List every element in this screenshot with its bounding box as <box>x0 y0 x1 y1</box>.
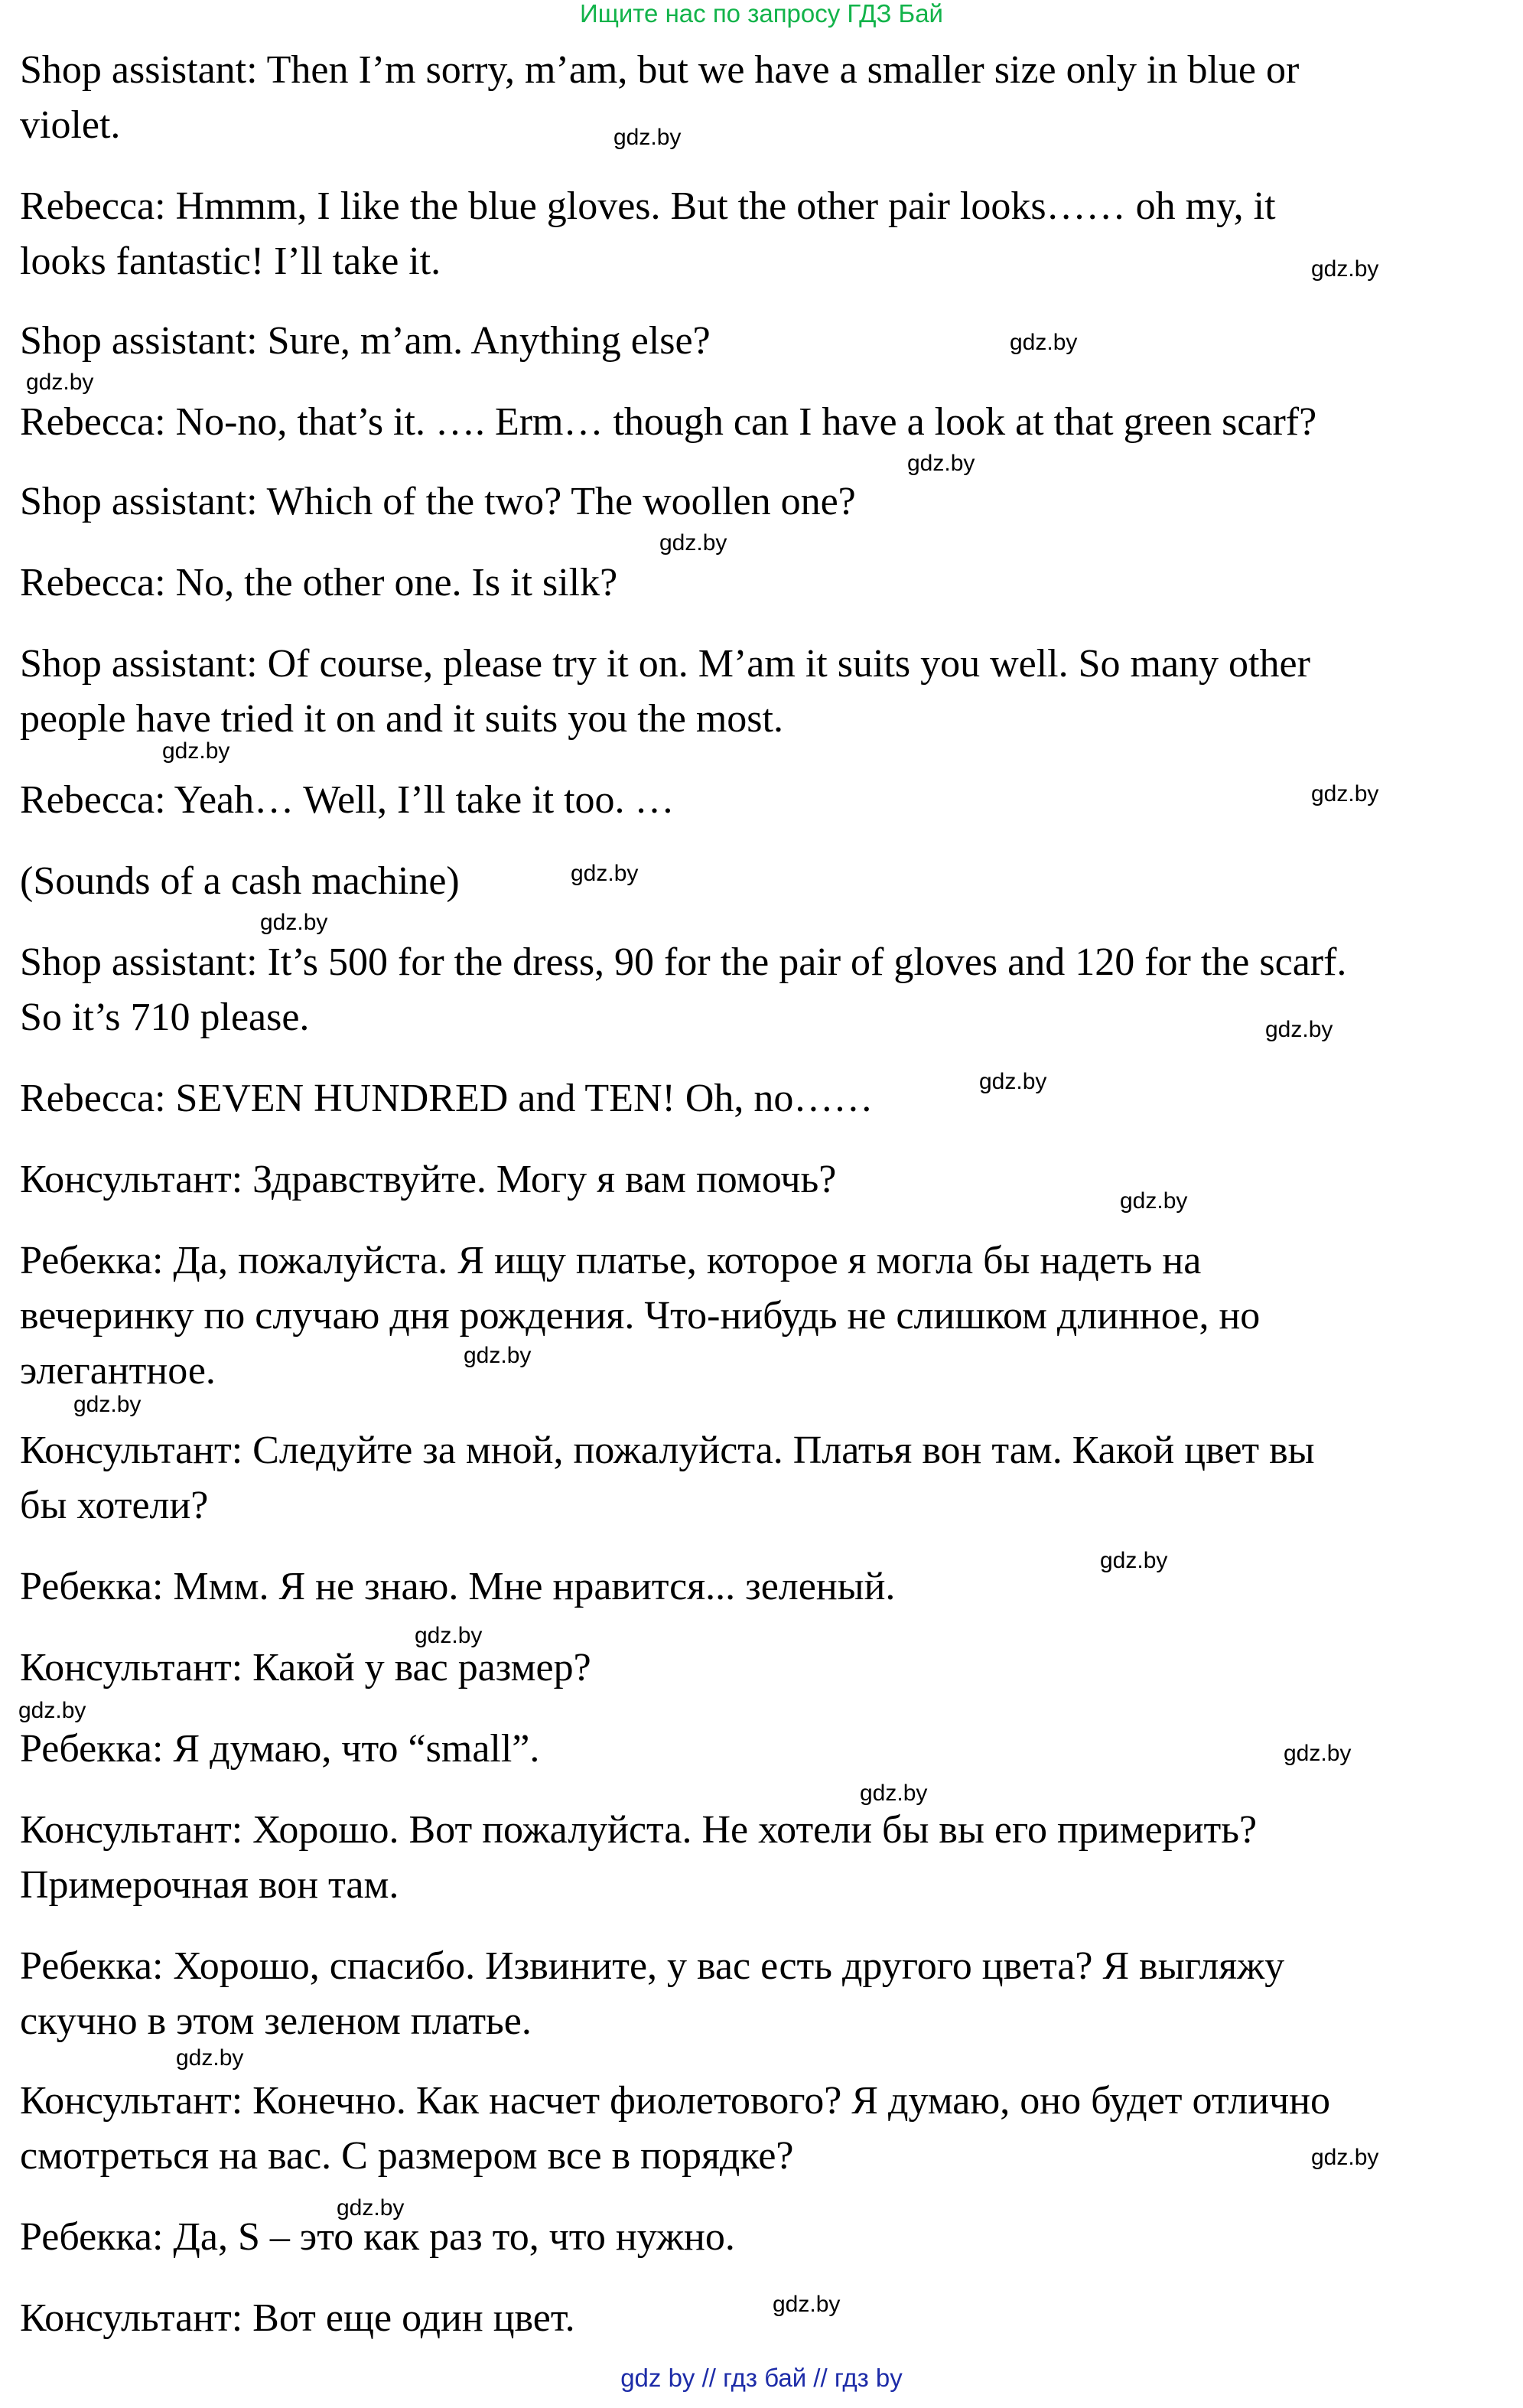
watermark: gdz.by <box>73 1392 142 1417</box>
text-line: Rebecca: Yeah… Well, I’ll take it too. … <box>20 778 675 822</box>
text-line: Shop assistant: Sure, m’am. Anything else? <box>20 319 711 363</box>
watermark: gdz.by <box>1311 2145 1379 2170</box>
footer-site-link[interactable]: gdz by // гдз бай // гдз by <box>620 2364 903 2392</box>
text-line: (Sounds of a cash machine) <box>20 859 460 903</box>
text-line: смотреться на вас. С размером все в порядке? <box>20 2134 794 2178</box>
text-line: Консультант: Конечно. Как насчет фиолетового? Я думаю, оно будет отлично <box>20 2079 1331 2123</box>
text-line: Shop assistant: It’s 500 for the dress, 90 for the pair of gloves and 120 for the scarf. <box>20 940 1347 984</box>
text-line: Примерочная вон там. <box>20 1863 399 1907</box>
text-line: Rebecca: Hmmm, I like the blue gloves. But the other pair looks…… oh my, it <box>20 184 1276 228</box>
text-line: Rebecca: No-no, that’s it. …. Erm… though can I have a look at that green scarf? <box>20 400 1317 444</box>
text-line: Shop assistant: Of course, please try it on. M’am it suits you well. So many other <box>20 642 1310 686</box>
text-line: Ребекка: Я думаю, что “small”. <box>20 1727 540 1771</box>
watermark: gdz.by <box>860 1781 928 1806</box>
text-line: Ребекка: Ммм. Я не знаю. Мне нравится... зеленый. <box>20 1565 896 1608</box>
header-search-link[interactable]: Ищите нас по запросу ГДЗ Бай <box>580 0 943 28</box>
text-line: Консультант: Здравствуйте. Могу я вам помочь? <box>20 1158 837 1201</box>
watermark: gdz.by <box>415 1623 483 1648</box>
text-line: Консультант: Вот еще один цвет. <box>20 2296 575 2340</box>
watermark: gdz.by <box>1010 330 1078 355</box>
watermark: gdz.by <box>464 1343 532 1368</box>
text-line: вечеринку по случаю дня рождения. Что-нибудь не слишком длинное, но <box>20 1294 1261 1338</box>
text-line: Консультант: Какой у вас размер? <box>20 1646 591 1690</box>
watermark: gdz.by <box>260 910 328 935</box>
watermark: gdz.by <box>613 125 682 150</box>
watermark: gdz.by <box>176 2045 244 2071</box>
text-line: Консультант: Следуйте за мной, пожалуйста. Платья вон там. Какой цвет вы <box>20 1429 1315 1472</box>
watermark: gdz.by <box>337 2195 405 2221</box>
watermark: gdz.by <box>1265 1017 1333 1042</box>
watermark: gdz.by <box>1311 781 1379 806</box>
text-line: бы хотели? <box>20 1484 209 1527</box>
text-line: Консультант: Хорошо. Вот пожалуйста. Не хотели бы вы его примерить? <box>20 1808 1258 1852</box>
text-line: Shop assistant: Which of the two? The woollen one? <box>20 480 856 523</box>
watermark: gdz.by <box>1120 1188 1188 1214</box>
text-line: Shop assistant: Then I’m sorry, m’am, but we have a smaller size only in blue or <box>20 48 1300 92</box>
watermark: gdz.by <box>773 2292 841 2317</box>
text-line: looks fantastic! I’ll take it. <box>20 239 441 283</box>
watermark: gdz.by <box>979 1069 1047 1094</box>
watermark: gdz.by <box>1311 256 1379 282</box>
watermark: gdz.by <box>26 370 94 395</box>
text-line: So it’s 710 please. <box>20 995 310 1039</box>
text-line: Ребекка: Хорошо, спасибо. Извините, у вас есть другого цвета? Я выгляжу <box>20 1944 1285 1988</box>
text-line: Rebecca: SEVEN HUNDRED and TEN! Oh, no…… <box>20 1077 874 1120</box>
text-line: violet. <box>20 103 121 147</box>
text-line: элегантное. <box>20 1349 216 1393</box>
watermark: gdz.by <box>162 738 230 764</box>
text-line: Ребекка: Да, пожалуйста. Я ищу платье, которое я могла бы надеть на <box>20 1239 1202 1282</box>
watermark: gdz.by <box>907 451 975 476</box>
watermark: gdz.by <box>1284 1741 1352 1766</box>
watermark: gdz.by <box>18 1698 86 1723</box>
watermark: gdz.by <box>1100 1548 1168 1573</box>
text-line: скучно в этом зеленом платье. <box>20 1999 532 2043</box>
text-line: people have tried it on and it suits you the most. <box>20 697 783 741</box>
watermark: gdz.by <box>659 530 727 556</box>
text-line: Rebecca: No, the other one. Is it silk? <box>20 561 618 604</box>
text-line: Ребекка: Да, S – это как раз то, что нужно. <box>20 2215 735 2259</box>
watermark: gdz.by <box>571 861 639 886</box>
